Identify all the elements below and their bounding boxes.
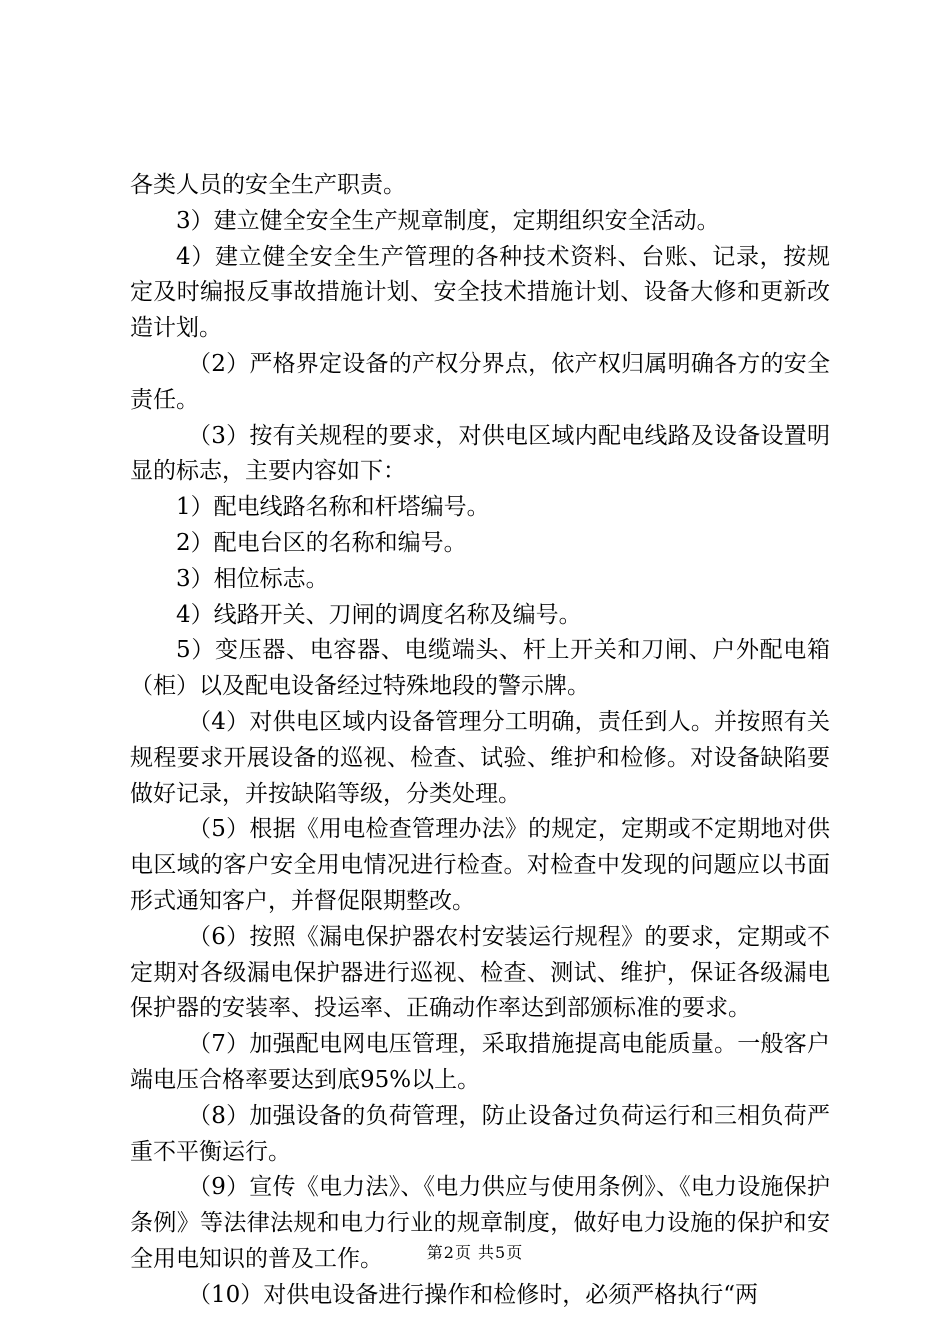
paragraph-3: （2）严格界定设备的产权分界点，依产权归属明确各方的安全责任。: [130, 350, 830, 413]
paragraph-16: （10）对供电设备进行操作和检修时，必须严格执行“两: [188, 1281, 759, 1308]
paragraph-6: 2）配电台区的名称和编号。: [176, 529, 467, 556]
paragraph-5: 1）配电线路名称和杆塔编号。: [176, 494, 490, 521]
page-number-label: 第2页 共5页: [426, 1243, 524, 1262]
paragraph-1: 3）建立健全安全生产规章制度，定期组织安全活动。: [176, 207, 720, 234]
paragraph-4: （3）按有关规程的要求，对供电区域内配电线路及设备设置明显的标志，主要内容如下：: [130, 422, 830, 485]
paragraph-8: 4）线路开关、刀闸的调度名称及编号。: [176, 601, 582, 628]
paragraph-14: （8）加强设备的负荷管理，防止设备过负荷运行和三相负荷严重不平衡运行。: [130, 1102, 830, 1165]
paragraph-0: 各类人员的安全生产职责。: [130, 172, 406, 198]
document-body: [130, 168, 830, 1314]
paragraph-13: （7）加强配电网电压管理，采取措施提高电能质量。一般客户端电压合格率要达到底95%以上。: [130, 1031, 830, 1093]
paragraph-7: 3）相位标志。: [176, 565, 329, 592]
paragraph-15: （9）宣传《电力法》、《电力供应与使用条例》、《电力设施保护条例》等法律法规和电力行业的规章制度，做好电力设施的保护和安全用电知识的普及工作。: [130, 1174, 830, 1272]
paragraph-11: （5）根据《用电检查管理办法》的规定，定期或不定期地对供电区域的客户安全用电情况进行检查。对检查中发现的问题应以书面形式通知客户，并督促限期整改。: [130, 816, 830, 914]
paragraph-10: （4）对供电区域内设备管理分工明确，责任到人。并按照有关规程要求开展设备的巡视、检查、试验、维护和检修。对设备缺陷要做好记录，并按缺陷等级，分类处理。: [130, 708, 830, 807]
page-footer: [0, 1242, 950, 1264]
paragraph-2: 4）建立健全安全生产管理的各种技术资料、台账、记录，按规定及时编报反事故措施计划、安全技术措施计划、设备大修和更新改造计划。: [130, 243, 830, 342]
paragraph-9: 5）变压器、电容器、电缆端头、杆上开关和刀闸、户外配电箱（柜）以及配电设备经过特殊地段的警示牌。: [130, 637, 830, 700]
paragraph-12: （6）按照《漏电保护器农村安装运行规程》的要求，定期或不定期对各级漏电保护器进行巡视、检查、测试、维护，保证各级漏电保护器的安装率、投运率、正确动作率达到部颁标准的要求。: [130, 923, 830, 1022]
